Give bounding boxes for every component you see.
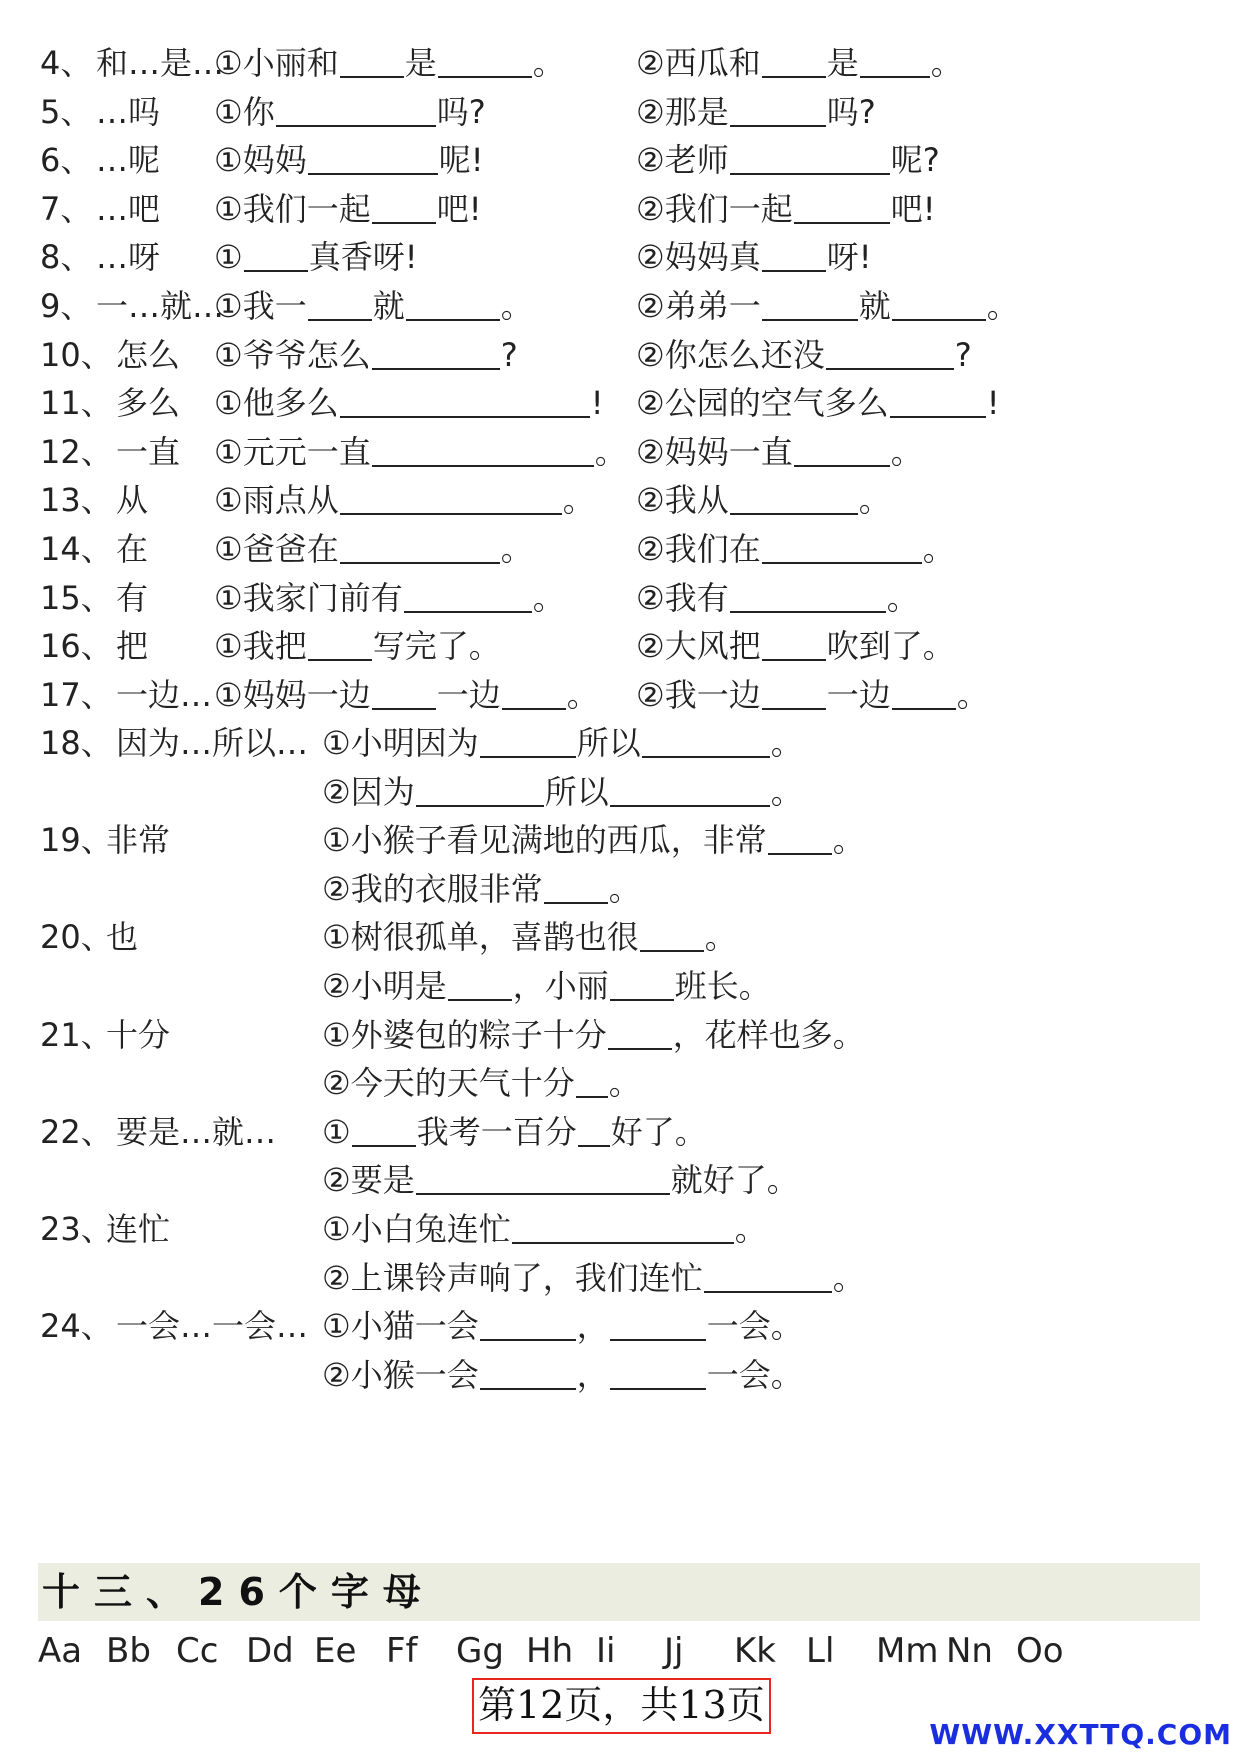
fill-in-blank[interactable] <box>308 143 438 175</box>
sentence-text: 我考一百分 <box>416 1112 577 1151</box>
sentence-text: 。 <box>930 44 963 82</box>
sentence-text: ①雨点从 <box>214 481 339 520</box>
letter-pair: Aa <box>38 1631 83 1671</box>
sentence-text: 。 <box>770 1307 803 1346</box>
sentence-text: ①小丽和 <box>214 44 339 82</box>
sentence-one <box>322 716 803 770</box>
item-number: 24、 <box>40 1307 113 1346</box>
sentence-text: ①你 <box>214 92 275 131</box>
sentence-text: ①小白兔连忙 <box>322 1210 511 1248</box>
sentence-text: ①爷爷怎么 <box>214 335 371 374</box>
keyword: 把 <box>116 627 149 666</box>
fill-in-blank[interactable] <box>610 775 770 807</box>
fill-in-blank[interactable] <box>404 581 532 613</box>
item-number: 9、 <box>40 287 93 325</box>
sentence-text: 。 <box>886 578 919 617</box>
keyword: 一会…一会… <box>116 1307 309 1346</box>
sentence-one <box>214 279 533 333</box>
sentence-text: 一边 <box>826 675 891 714</box>
keyword: …呢 <box>96 141 161 180</box>
page-number: 第12页，共13页 <box>472 1678 771 1734</box>
sentence-two <box>636 85 876 139</box>
sentence-two <box>636 425 923 479</box>
sentence-one <box>322 813 865 867</box>
exercise-row <box>0 862 1240 916</box>
sentence-text: ②西瓜和 <box>636 44 761 82</box>
exercise-row <box>0 959 1240 1013</box>
sentence-text: 吧! <box>436 189 482 228</box>
item-number: 16、 <box>40 627 113 666</box>
fill-in-blank[interactable] <box>794 435 890 467</box>
section-header <box>38 1563 1200 1621</box>
fill-in-blank[interactable] <box>372 338 500 370</box>
keyword: 和…是… <box>96 44 225 82</box>
sentence-text: 就好了。 <box>670 1161 799 1200</box>
keyword: 怎么 <box>116 335 181 374</box>
sentence-two <box>636 522 955 576</box>
exercise-row <box>0 716 1240 770</box>
fill-in-blank[interactable] <box>340 483 562 515</box>
sentence-text: ②因为 <box>322 772 415 811</box>
keyword: 有 <box>116 578 149 617</box>
fill-in-blank[interactable] <box>372 192 436 224</box>
fill-in-blank[interactable] <box>762 240 826 272</box>
fill-in-blank[interactable] <box>892 678 956 710</box>
sentence-two <box>322 1251 865 1305</box>
exercise-row <box>0 571 1240 625</box>
letter-pair: Ff <box>386 1631 418 1671</box>
exercise-row <box>0 182 1240 236</box>
fill-in-blank[interactable] <box>576 1066 608 1098</box>
sentence-text: 。 <box>956 675 989 714</box>
watermark: WWW.XXTTQ.COM <box>929 1718 1232 1751</box>
sentence-text: 写完了。 <box>372 627 501 666</box>
sentence-text: ①我把 <box>214 627 307 666</box>
sentence-text: 好了。 <box>610 1112 707 1151</box>
sentence-text: ②我有 <box>636 578 729 617</box>
fill-in-blank[interactable] <box>544 872 608 904</box>
section-title: 十三、26个字母 <box>42 1570 435 1614</box>
item-number: 14、 <box>40 530 113 568</box>
sentence-text: 真香呀! <box>308 238 418 277</box>
exercise-row <box>0 328 1240 382</box>
sentence-text: 吗? <box>436 92 486 131</box>
item-number: 22、 <box>40 1112 113 1151</box>
keyword: …呀 <box>96 238 161 277</box>
sentence-text: ②弟弟一 <box>636 287 761 325</box>
letter-pair: Cc <box>176 1631 219 1671</box>
exercise-row <box>0 1008 1240 1062</box>
sentence-one <box>214 522 533 576</box>
sentence-text: ②妈妈一直 <box>636 432 793 471</box>
fill-in-blank[interactable] <box>448 969 512 1001</box>
sentence-one <box>214 230 418 284</box>
keyword: …吗 <box>96 92 161 131</box>
fill-in-blank[interactable] <box>372 435 594 467</box>
exercise-row <box>0 230 1240 284</box>
sentence-text: ②我从 <box>636 481 729 520</box>
sentence-text: ②要是 <box>322 1161 415 1200</box>
sentence-one <box>214 182 482 236</box>
exercise-row <box>0 765 1240 819</box>
sentence-text: 呢? <box>890 141 940 180</box>
sentence-text: 吧! <box>890 189 936 228</box>
sentence-one <box>214 619 501 673</box>
sentence-text: 一会 <box>706 1307 771 1346</box>
sentence-text: ①小明因为 <box>322 724 479 762</box>
sentence-text: 所以 <box>576 724 641 762</box>
exercise-row <box>0 910 1240 964</box>
sentence-text: ① <box>322 1112 351 1151</box>
keyword: 一边… <box>116 675 213 714</box>
sentence-two <box>322 1348 803 1402</box>
sentence-text: ①妈妈 <box>214 141 307 180</box>
sentence-text: ! <box>986 384 1000 423</box>
sentence-two <box>636 230 872 284</box>
item-number: 19、 <box>40 821 113 860</box>
sentence-text: ! <box>590 384 604 423</box>
fill-in-blank[interactable] <box>794 192 890 224</box>
letter-pair: Bb <box>106 1631 151 1671</box>
letter-pair: Ii <box>596 1631 616 1671</box>
fill-in-blank[interactable] <box>480 1358 576 1390</box>
exercise-row <box>0 1153 1240 1207</box>
sentence-text: 。 <box>704 918 737 957</box>
sentence-one <box>322 1202 767 1256</box>
exercise-row <box>0 473 1240 527</box>
fill-in-blank[interactable] <box>640 920 704 952</box>
sentence-text: 。 <box>532 44 565 82</box>
exercise-row <box>0 1251 1240 1305</box>
fill-in-blank[interactable] <box>372 678 436 710</box>
fill-in-blank[interactable] <box>704 1261 832 1293</box>
exercise-row <box>0 813 1240 867</box>
sentence-text: 一会 <box>706 1355 771 1394</box>
letter-pair: Nn <box>946 1631 993 1671</box>
fill-in-blank[interactable] <box>276 95 436 127</box>
item-number: 11、 <box>40 384 113 423</box>
sentence-one <box>214 425 627 479</box>
fill-in-blank[interactable] <box>416 775 544 807</box>
sentence-text: ①爸爸在 <box>214 530 339 568</box>
keyword: 因为…所以… <box>116 724 309 762</box>
sentence-text: 。 <box>562 481 595 520</box>
sentence-text: 是 <box>826 44 859 82</box>
fill-in-blank[interactable] <box>480 1309 576 1341</box>
sentence-one <box>214 133 484 187</box>
fill-in-blank[interactable] <box>610 969 674 1001</box>
letter-pair: Oo <box>1016 1631 1064 1671</box>
item-number: 13、 <box>40 481 113 520</box>
sentence-text: ②上课铃声响了，我们连忙 <box>322 1258 703 1297</box>
sentence-one <box>214 36 565 90</box>
fill-in-blank[interactable] <box>608 1018 672 1050</box>
letter-pair: Mm <box>876 1631 939 1671</box>
fill-in-blank[interactable] <box>308 289 372 321</box>
sentence-text: ， <box>576 1355 609 1394</box>
sentence-text: ? <box>500 335 518 374</box>
sentence-two <box>636 36 963 90</box>
item-number: 20、 <box>40 918 113 957</box>
sentence-one <box>214 473 595 527</box>
fill-in-blank[interactable] <box>512 1212 734 1244</box>
sentence-two <box>636 279 1019 333</box>
sentence-two <box>636 376 1000 430</box>
exercise-row <box>0 522 1240 576</box>
item-number: 12、 <box>40 432 113 471</box>
sentence-text: ①我们一起 <box>214 189 371 228</box>
item-number: 21、 <box>40 1015 113 1054</box>
keyword: 非常 <box>106 821 171 860</box>
letter-pair: Ee <box>314 1631 357 1671</box>
sentence-text: 是 <box>404 44 437 82</box>
sentence-text: 班长。 <box>674 967 771 1005</box>
fill-in-blank[interactable] <box>762 46 826 78</box>
sentence-text: 就 <box>858 287 891 325</box>
exercise-row <box>0 619 1240 673</box>
letter-pair: Kk <box>734 1631 776 1671</box>
sentence-text: ②妈妈真 <box>636 238 761 277</box>
sentence-two <box>636 571 919 625</box>
keyword: …吧 <box>96 189 161 228</box>
fill-in-blank[interactable] <box>730 143 890 175</box>
fill-in-blank[interactable] <box>438 46 532 78</box>
letter-pair: Gg <box>456 1631 504 1671</box>
sentence-two <box>322 765 803 819</box>
item-number: 7、 <box>40 189 93 228</box>
sentence-two <box>322 959 771 1013</box>
fill-in-blank[interactable] <box>762 678 826 710</box>
alphabet-row <box>0 1624 1240 1678</box>
sentence-text: 。 <box>500 287 533 325</box>
sentence-text: ，小丽 <box>512 967 609 1005</box>
sentence-text: 就 <box>372 287 405 325</box>
sentence-text: ①我一 <box>214 287 307 325</box>
sentence-two <box>322 1153 799 1207</box>
item-number: 17、 <box>40 675 113 714</box>
sentence-text: 。 <box>608 1064 641 1103</box>
sentence-text: 。 <box>890 432 923 471</box>
exercise-row <box>0 668 1240 722</box>
fill-in-blank[interactable] <box>352 1115 416 1147</box>
fill-in-blank[interactable] <box>730 483 858 515</box>
sentence-text: ②大风把 <box>636 627 761 666</box>
keyword: 从 <box>116 481 149 520</box>
sentence-text: 。 <box>922 530 955 568</box>
sentence-text: ① <box>214 238 243 277</box>
exercise-row <box>0 1299 1240 1353</box>
keyword: 连忙 <box>106 1210 171 1248</box>
fill-in-blank[interactable] <box>890 386 986 418</box>
exercise-row <box>0 425 1240 479</box>
fill-in-blank[interactable] <box>610 1358 706 1390</box>
sentence-text: ，花样也多。 <box>672 1015 865 1054</box>
letter-pair: Dd <box>246 1631 294 1671</box>
sentence-text: ②那是 <box>636 92 729 131</box>
keyword: 要是…就… <box>116 1112 277 1151</box>
fill-in-blank[interactable] <box>826 338 954 370</box>
sentence-text: 一边 <box>436 675 501 714</box>
fill-in-blank[interactable] <box>730 95 826 127</box>
sentence-one <box>214 85 486 139</box>
keyword: 在 <box>116 530 149 568</box>
sentence-text: ②你怎么还没 <box>636 335 825 374</box>
sentence-two <box>636 133 940 187</box>
item-number: 6、 <box>40 141 93 180</box>
sentence-text: ②我一边 <box>636 675 761 714</box>
sentence-text: ? <box>954 335 972 374</box>
fill-in-blank[interactable] <box>406 289 500 321</box>
sentence-text: ①我家门前有 <box>214 578 403 617</box>
fill-in-blank[interactable] <box>340 532 500 564</box>
sentence-text: 。 <box>770 724 803 762</box>
sentence-text: 。 <box>770 1355 803 1394</box>
keyword: 多么 <box>116 384 181 423</box>
fill-in-blank[interactable] <box>642 726 770 758</box>
sentence-one <box>322 910 737 964</box>
sentence-text: 吗? <box>826 92 876 131</box>
exercise-row <box>0 133 1240 187</box>
sentence-one <box>322 1299 803 1353</box>
sentence-text: ②小明是 <box>322 967 447 1005</box>
fill-in-blank[interactable] <box>340 386 590 418</box>
keyword: 也 <box>106 918 139 957</box>
exercise-row <box>0 376 1240 430</box>
exercise-row <box>0 1348 1240 1402</box>
item-number: 4、 <box>40 44 93 82</box>
fill-in-blank[interactable] <box>340 46 404 78</box>
fill-in-blank[interactable] <box>892 289 986 321</box>
fill-in-blank[interactable] <box>762 629 826 661</box>
sentence-one <box>214 571 565 625</box>
item-number: 23、 <box>40 1210 113 1248</box>
exercise-row <box>0 36 1240 90</box>
sentence-text: 。 <box>608 869 641 908</box>
sentence-text: ②我们一起 <box>636 189 793 228</box>
sentence-two <box>322 1056 641 1110</box>
exercise-row <box>0 1056 1240 1110</box>
sentence-one <box>322 1105 707 1159</box>
fill-in-blank[interactable] <box>762 532 922 564</box>
sentence-text: 吹到了。 <box>826 627 955 666</box>
fill-in-blank[interactable] <box>768 823 832 855</box>
sentence-text: ②我的衣服非常 <box>322 869 543 908</box>
sentence-text: 所以 <box>544 772 609 811</box>
sentence-text: 。 <box>986 287 1019 325</box>
sentence-two <box>322 862 641 916</box>
sentence-two <box>636 668 989 722</box>
fill-in-blank[interactable] <box>416 1163 670 1195</box>
sentence-text: ②老师 <box>636 141 729 180</box>
keyword: 一…就… <box>96 287 225 325</box>
sentence-text: 呀! <box>826 238 872 277</box>
sentence-text: ①妈妈一边 <box>214 675 371 714</box>
exercise-row <box>0 279 1240 333</box>
keyword: 十分 <box>106 1015 171 1054</box>
sentence-text: ①他多么 <box>214 384 339 423</box>
exercise-row <box>0 1202 1240 1256</box>
sentence-two <box>636 328 972 382</box>
fill-in-blank[interactable] <box>610 1309 706 1341</box>
sentence-text: ①小猫一会 <box>322 1307 479 1346</box>
keyword: 一直 <box>116 432 181 471</box>
sentence-text: ②公园的空气多么 <box>636 384 889 423</box>
item-number: 15、 <box>40 578 113 617</box>
fill-in-blank[interactable] <box>730 581 886 613</box>
sentence-text: ， <box>576 1307 609 1346</box>
sentence-one <box>214 376 604 430</box>
sentence-text: ②今天的天气十分 <box>322 1064 575 1103</box>
item-number: 10、 <box>40 335 113 374</box>
sentence-text: ①树很孤单，喜鹊也很 <box>322 918 639 957</box>
sentence-two <box>636 182 936 236</box>
sentence-text: 呢! <box>438 141 484 180</box>
sentence-text: 。 <box>832 821 865 860</box>
exercise-row <box>0 1105 1240 1159</box>
item-number: 8、 <box>40 238 93 277</box>
sentence-text: ②小猴一会 <box>322 1355 479 1394</box>
sentence-one <box>214 328 518 382</box>
sentence-text: ①小猴子看见满地的西瓜，非常 <box>322 821 767 860</box>
sentence-text: 。 <box>566 675 599 714</box>
item-number: 5、 <box>40 92 93 131</box>
fill-in-blank[interactable] <box>480 726 576 758</box>
letter-pair: Ll <box>806 1631 835 1671</box>
sentence-text: ②我们在 <box>636 530 761 568</box>
fill-in-blank[interactable] <box>502 678 566 710</box>
sentence-text: 。 <box>500 530 533 568</box>
sentence-two <box>636 473 891 527</box>
sentence-text: 。 <box>770 772 803 811</box>
sentence-text: 。 <box>832 1258 865 1297</box>
sentence-text: 。 <box>594 432 627 471</box>
sentence-text: 。 <box>734 1210 767 1248</box>
sentence-text: ①外婆包的粽子十分 <box>322 1015 607 1054</box>
item-number: 18、 <box>40 724 113 762</box>
fill-in-blank[interactable] <box>578 1115 610 1147</box>
sentence-text: ①元元一直 <box>214 432 371 471</box>
exercise-row <box>0 85 1240 139</box>
fill-in-blank[interactable] <box>860 46 930 78</box>
letter-pair: Hh <box>526 1631 574 1671</box>
sentence-text: 。 <box>532 578 565 617</box>
fill-in-blank[interactable] <box>308 629 372 661</box>
sentence-one <box>214 668 599 722</box>
sentence-one <box>322 1008 865 1062</box>
fill-in-blank[interactable] <box>244 240 308 272</box>
letter-pair: Jj <box>664 1631 684 1671</box>
fill-in-blank[interactable] <box>762 289 858 321</box>
sentence-two <box>636 619 955 673</box>
sentence-text: 。 <box>858 481 891 520</box>
